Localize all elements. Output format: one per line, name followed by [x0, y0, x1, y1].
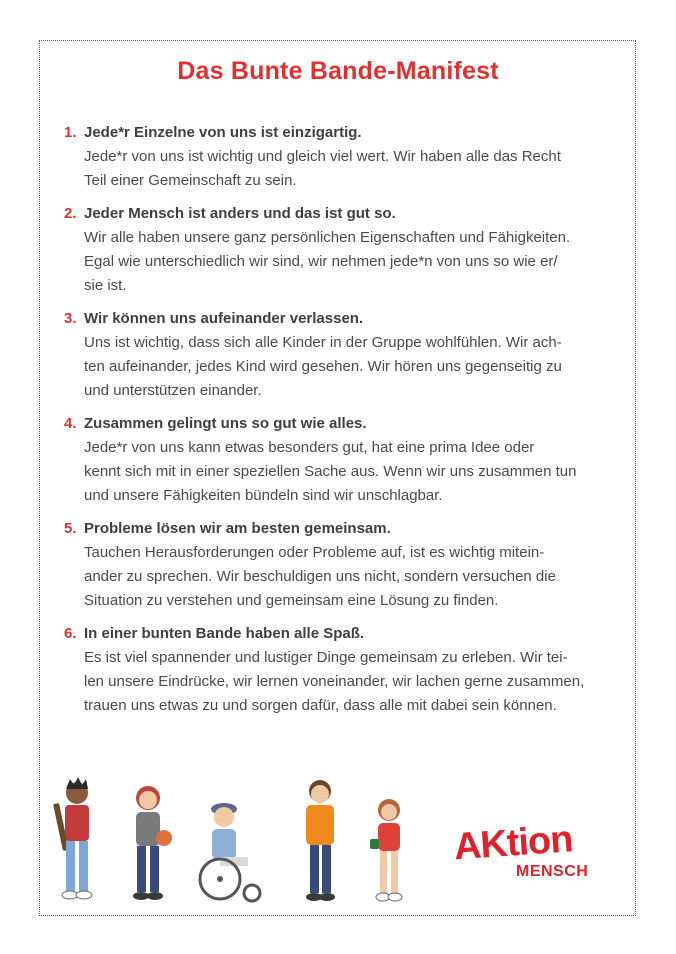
item-heading: Wir können uns aufeinander verlassen.	[84, 310, 364, 327]
item-text-line: Egal wie unterschiedlich wir sind, wir nehmen jede*n von uns so wie er/	[84, 253, 558, 270]
list-item	[64, 622, 624, 718]
item-text-line: ander zu sprechen. Wir beschuldigen uns nicht, sondern versuchen die	[84, 568, 556, 585]
item-text-line: len unsere Eindrücke, wir lernen voneinander, wir lachen gerne zusammen,	[84, 673, 585, 690]
item-text-line: sie ist.	[84, 277, 127, 294]
boy-orange-jacket-illustration	[296, 775, 344, 905]
item-number: 1.	[64, 124, 77, 141]
girl-with-bag-illustration	[366, 795, 412, 905]
list-item	[64, 517, 624, 613]
item-text-line: ten aufeinander, jedes Kind wird gesehen. Wir hören uns gegenseitig zu	[84, 358, 562, 375]
item-number: 3.	[64, 310, 77, 327]
item-text-line: Tauchen Herausforderungen oder Probleme auf, ist es wichtig mitein-	[84, 544, 545, 561]
item-text-line: trauen uns etwas zu und sorgen dafür, dass alle mit dabei sein können.	[84, 697, 557, 714]
list-item	[64, 307, 624, 403]
item-text-line: Situation zu verstehen und gemeinsam eine Lösung zu finden.	[84, 592, 499, 609]
boy-with-guitar-illustration	[52, 775, 102, 905]
item-heading: In einer bunten Bande haben alle Spaß.	[84, 625, 365, 642]
item-heading: Zusammen gelingt uns so gut wie alles.	[84, 415, 367, 432]
list-item	[64, 412, 624, 508]
item-text-line: Wir alle haben unsere ganz persönlichen Eigenschaften und Fähigkeiten.	[84, 229, 571, 246]
item-number: 2.	[64, 205, 77, 222]
boy-in-wheelchair-illustration	[190, 795, 270, 905]
item-text-line: Teil einer Gemeinschaft zu sein.	[84, 172, 297, 189]
item-heading: Jeder Mensch ist anders und das ist gut so.	[84, 205, 396, 222]
item-number: 4.	[64, 415, 77, 432]
item-text-line: Jede*r von uns kann etwas besonders gut, hat eine prima Idee oder	[84, 439, 535, 456]
girl-with-ball-illustration	[120, 780, 176, 905]
list-item	[64, 121, 624, 193]
children-illustration	[40, 765, 480, 905]
aktion-mensch-logo	[452, 814, 612, 884]
item-text-line: Es ist viel spannender und lustiger Dinge gemeinsam zu erleben. Wir tei-	[84, 649, 568, 666]
page-title: Das Bunte Bande-Manifest	[177, 57, 499, 85]
item-text-line: Uns ist wichtig, dass sich alle Kinder in der Gruppe wohlfühlen. Wir ach-	[84, 334, 562, 351]
item-number: 6.	[64, 625, 77, 642]
logo-text-main: AKtion	[452, 818, 574, 869]
manifest-list	[64, 121, 624, 727]
item-heading: Probleme lösen wir am besten gemeinsam.	[84, 520, 391, 537]
item-text-line: und unterstützen einander.	[84, 382, 262, 399]
item-text-line: kennt sich mit in einer speziellen Sache aus. Wenn wir uns zusammen tun	[84, 463, 577, 480]
item-text-line: und unsere Fähigkeiten bündeln sind wir unschlagbar.	[84, 487, 443, 504]
item-heading: Jede*r Einzelne von uns ist einzigartig.	[84, 124, 362, 141]
item-number: 5.	[64, 520, 77, 537]
logo-text-sub: MENSCH	[516, 863, 589, 880]
list-item	[64, 202, 624, 298]
item-text-line: Jede*r von uns ist wichtig und gleich viel wert. Wir haben alle das Recht	[84, 148, 561, 165]
